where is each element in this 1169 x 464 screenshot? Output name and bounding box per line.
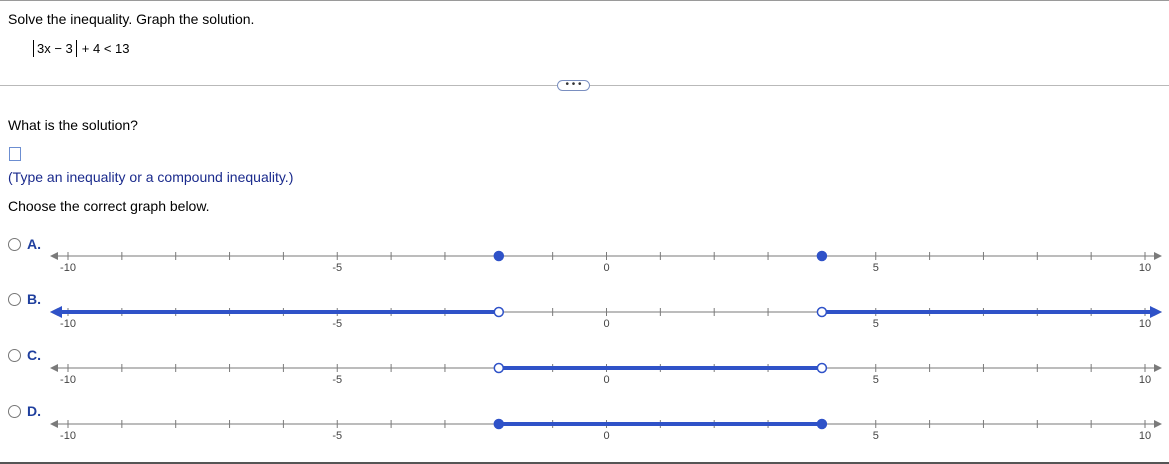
option-b-endpoint-left <box>494 308 503 317</box>
option-d-tick-label: 5 <box>872 430 879 442</box>
option-c-endpoint-right <box>817 364 826 373</box>
option-c-tick-label: 0 <box>603 374 610 386</box>
option-d-arrow-left <box>50 420 58 428</box>
option-c-tick-label: 5 <box>872 374 879 386</box>
option-c-arrow-left <box>50 364 58 372</box>
option-a-letter[interactable]: A. <box>27 236 41 252</box>
option-d-tick-label: -10 <box>60 430 76 442</box>
option-d-tick-label: 0 <box>603 430 610 442</box>
abs-inner-text: 3x − 3 <box>37 41 73 56</box>
option-a-arrow-right <box>1154 252 1162 260</box>
inequality-rest-text: + 4 < 13 <box>81 41 130 56</box>
option-c-arrow-right <box>1154 364 1162 372</box>
option-c-tick-label: 10 <box>1138 374 1152 386</box>
option-d-arrow-right <box>1154 420 1162 428</box>
solution-prompt: What is the solution? <box>8 117 138 133</box>
option-a-endpoint-left <box>494 252 503 261</box>
option-b-ray-right-arrow <box>1150 306 1162 318</box>
instruction-text: Solve the inequality. Graph the solution. <box>8 11 255 27</box>
option-b-tick-label: 10 <box>1138 318 1152 330</box>
option-d-endpoint-left <box>494 420 503 429</box>
option-b-letter[interactable]: B. <box>27 291 41 307</box>
option-c-tick-label: -5 <box>332 374 343 386</box>
answer-hint: (Type an inequality or a compound inequality.) <box>8 169 294 185</box>
option-d-tick-label: -5 <box>332 430 343 442</box>
option-b-tick-label: -5 <box>332 318 343 330</box>
option-a-tick-label: 0 <box>603 262 610 274</box>
option-b-tick-label: 0 <box>603 318 610 330</box>
option-d-letter[interactable]: D. <box>27 403 41 419</box>
graph-prompt: Choose the correct graph below. <box>8 198 210 214</box>
expand-more-button[interactable]: • • • <box>557 80 590 91</box>
option-c-endpoint-left <box>494 364 503 373</box>
option-b-tick-label: 5 <box>872 318 879 330</box>
option-a-endpoint-right <box>817 252 826 261</box>
option-d-tick-label: 10 <box>1138 430 1152 442</box>
option-a-tick-label: 5 <box>872 262 879 274</box>
option-c-tick-label: -10 <box>60 374 76 386</box>
option-d-endpoint-right <box>817 420 826 429</box>
option-a-tick-label: -10 <box>60 262 76 274</box>
option-a-arrow-left <box>50 252 58 260</box>
option-b-ray-left-arrow <box>50 306 62 318</box>
option-a-tick-label: -5 <box>332 262 343 274</box>
option-b-tick-label: -10 <box>60 318 76 330</box>
option-c-letter[interactable]: C. <box>27 347 41 363</box>
option-b-endpoint-right <box>817 308 826 317</box>
option-a-tick-label: 10 <box>1138 262 1152 274</box>
